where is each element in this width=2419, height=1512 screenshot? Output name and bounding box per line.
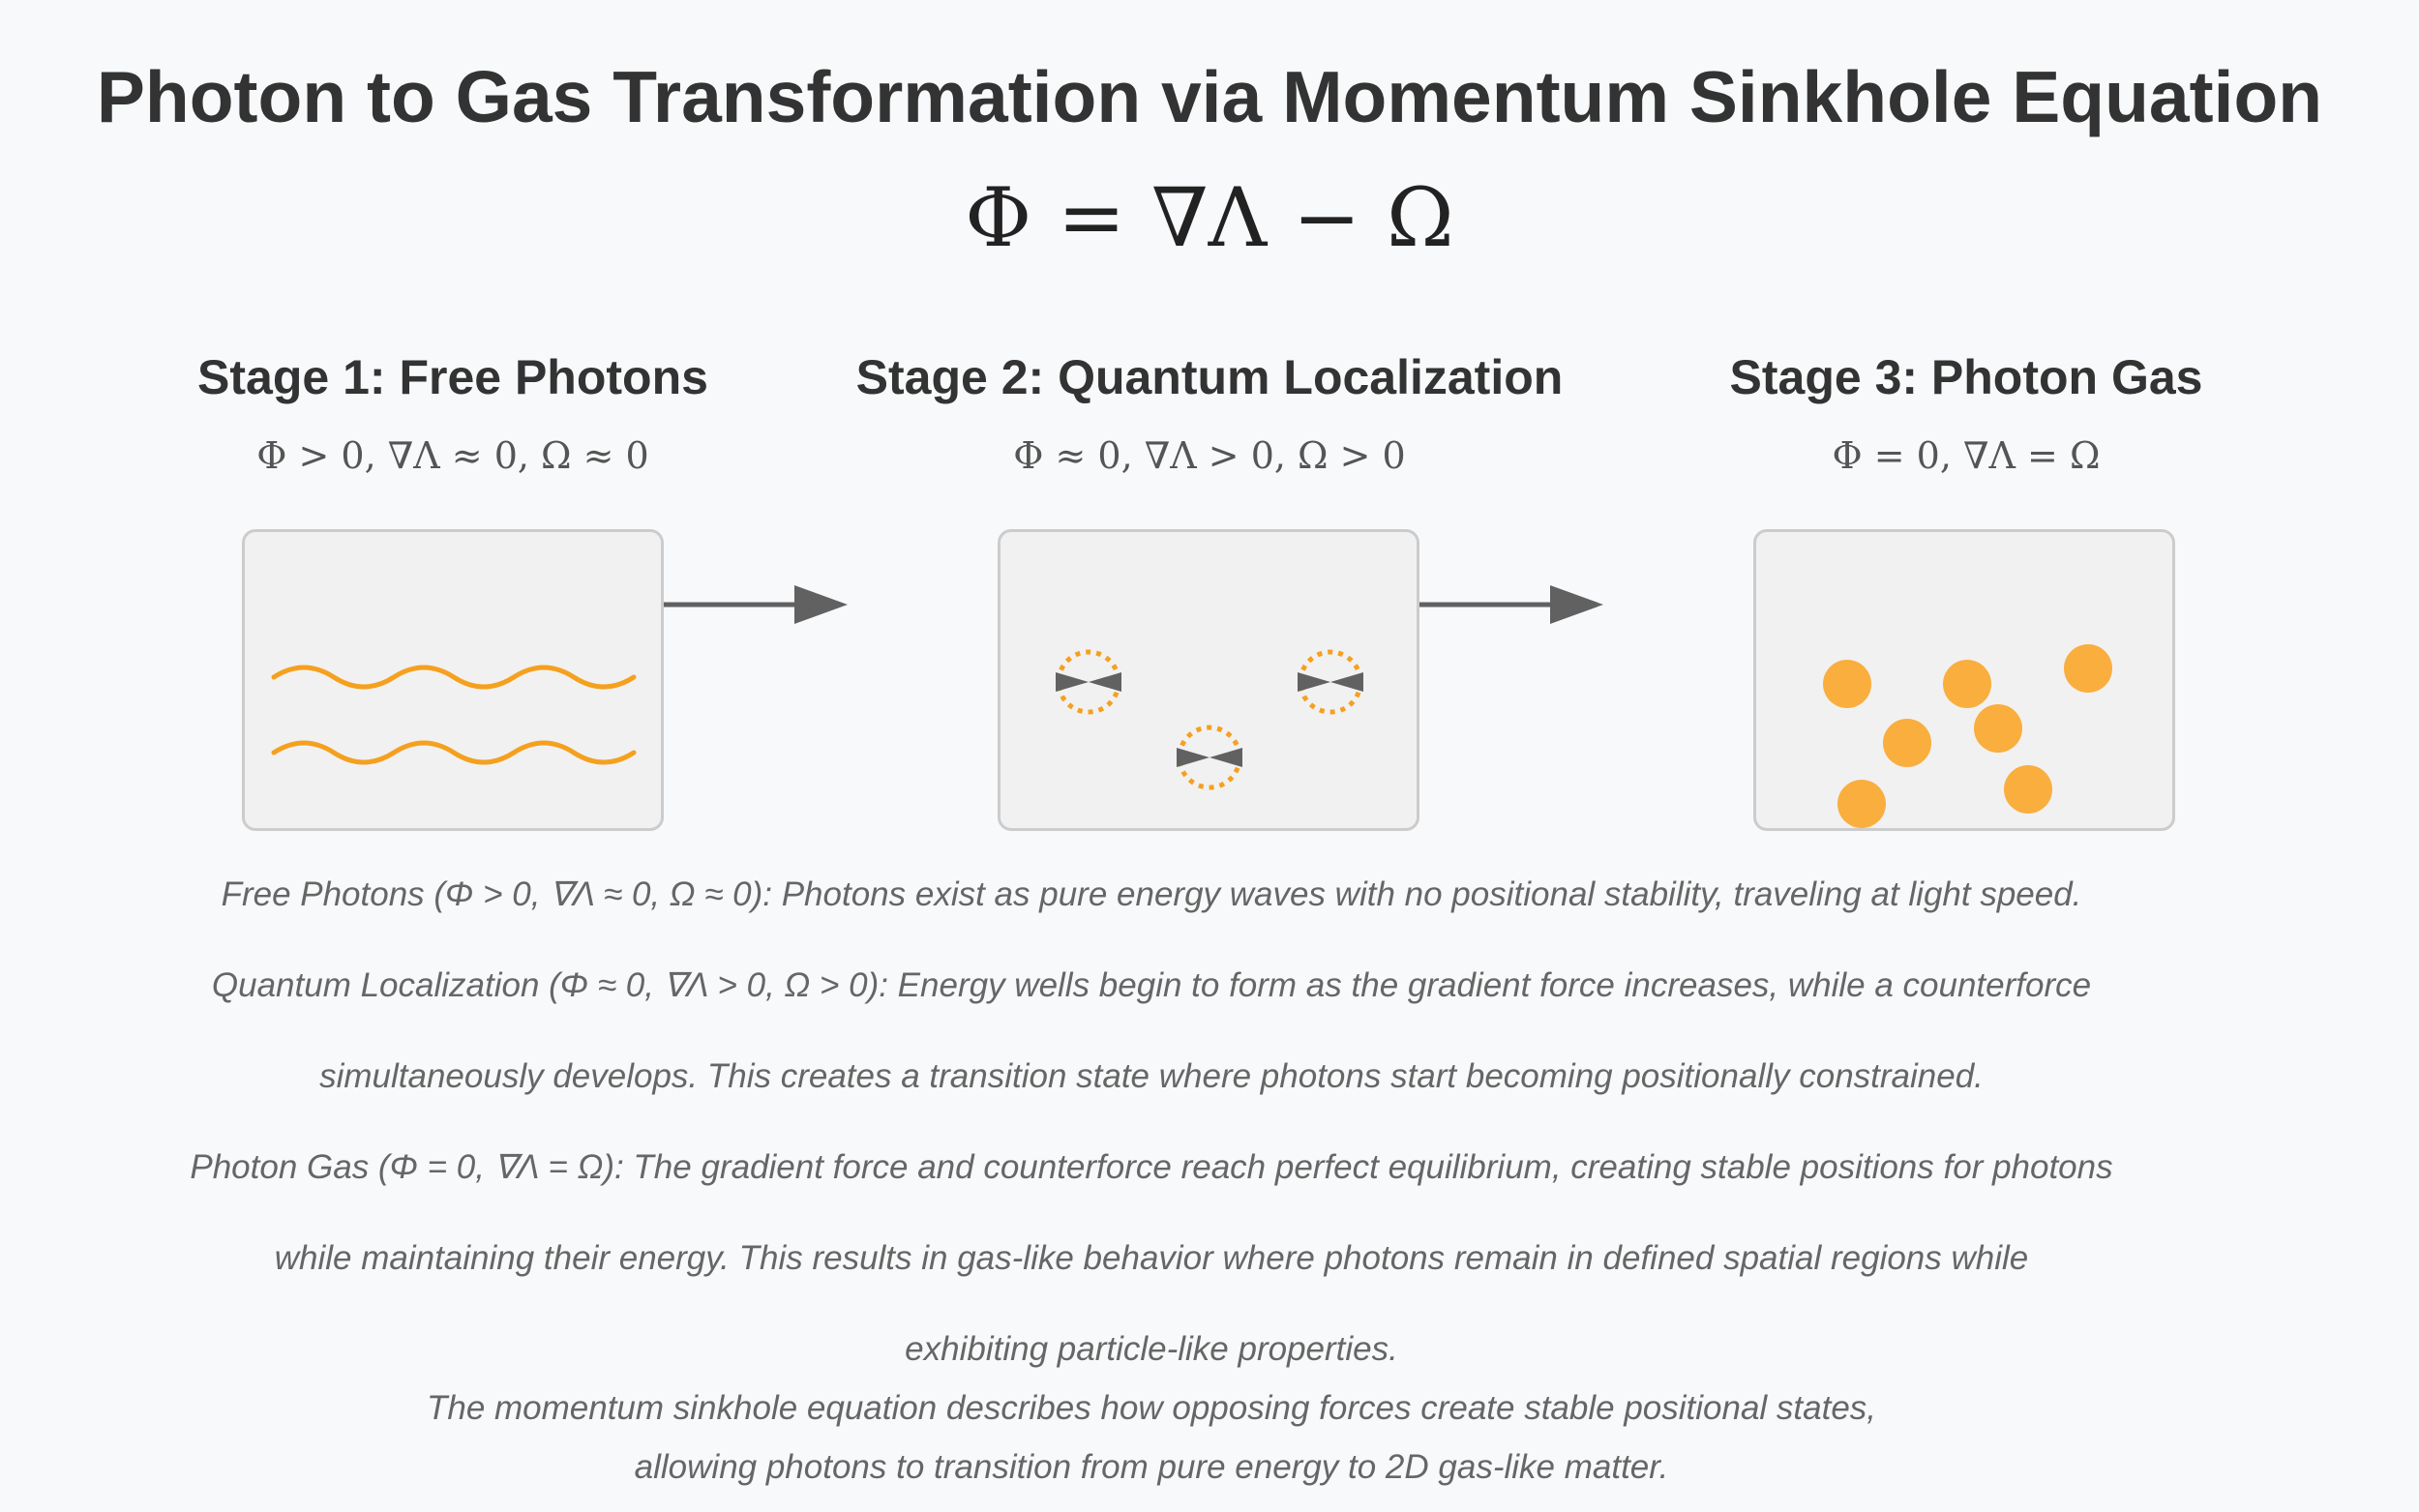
conclusion-line-2: allowing photons to transition from pure energy to 2D gas-like matter.	[634, 1448, 1669, 1486]
gas-particle	[1883, 719, 1931, 767]
description-stage-3-line-1: Photon Gas (Φ = 0, ∇Λ = Ω): The gradient force and counterforce reach perfect equilibrium, creating stable positions for photons	[190, 1148, 2113, 1186]
description-stage-2-line-1: Quantum Localization (Φ ≈ 0, ∇Λ > 0, Ω > 0): Energy wells begin to form as the gradient force increases, while a counterforce	[211, 966, 2092, 1004]
stage-3-title: Stage 3: Photon Gas	[1729, 350, 2203, 404]
stage-2-equation: Φ ≈ 0, ∇Λ > 0, Ω > 0	[1013, 434, 1406, 477]
photon-gas-illustration	[1756, 532, 2175, 831]
main-equation: Φ = ∇Λ − Ω	[965, 170, 1454, 265]
gas-particle	[1823, 660, 1871, 708]
arrow-stage-2-to-3	[1419, 576, 1607, 634]
energy-wells-illustration	[1000, 532, 1419, 831]
gas-particle	[2064, 644, 2112, 693]
photon-wave	[274, 743, 634, 762]
photon-wave	[274, 667, 634, 687]
description-stage-1: Free Photons (Φ > 0, ∇Λ ≈ 0, Ω ≈ 0): Photons exist as pure energy waves with no positional stability, traveling at light speed.	[221, 875, 2082, 913]
gas-particle	[1974, 704, 2022, 753]
stage-3-equation: Φ = 0, ∇Λ = Ω	[1832, 434, 2101, 477]
energy-well	[1177, 727, 1242, 787]
stage-1-title: Stage 1: Free Photons	[197, 350, 708, 404]
description-stage-3-line-2: while maintaining their energy. This results in gas-like behavior where photons remain in defined spatial regions while	[274, 1239, 2029, 1277]
stage-2-box	[998, 529, 1419, 831]
stage-1-equation: Φ > 0, ∇Λ ≈ 0, Ω ≈ 0	[256, 434, 649, 477]
arrow-stage-1-to-2	[664, 576, 851, 634]
gas-particle	[1943, 660, 1991, 708]
description-stage-2-line-2: simultaneously develops. This creates a transition state where photons start becoming positionally constrained.	[319, 1057, 1984, 1095]
energy-well	[1056, 652, 1121, 712]
energy-well	[1298, 652, 1363, 712]
free-photons-illustration	[245, 532, 664, 831]
stage-2-title: Stage 2: Quantum Localization	[855, 350, 1564, 404]
stage-1-box	[242, 529, 664, 831]
page-title: Photon to Gas Transformation via Momentum Sinkhole Equation	[96, 56, 2323, 137]
gas-particle	[2004, 765, 2052, 814]
gas-particle	[1837, 780, 1886, 828]
stage-3-box	[1753, 529, 2175, 831]
description-stage-3-line-3: exhibiting particle-like properties.	[905, 1330, 1398, 1368]
conclusion-line-1: The momentum sinkhole equation describes how opposing forces create stable positional states,	[426, 1389, 1877, 1427]
